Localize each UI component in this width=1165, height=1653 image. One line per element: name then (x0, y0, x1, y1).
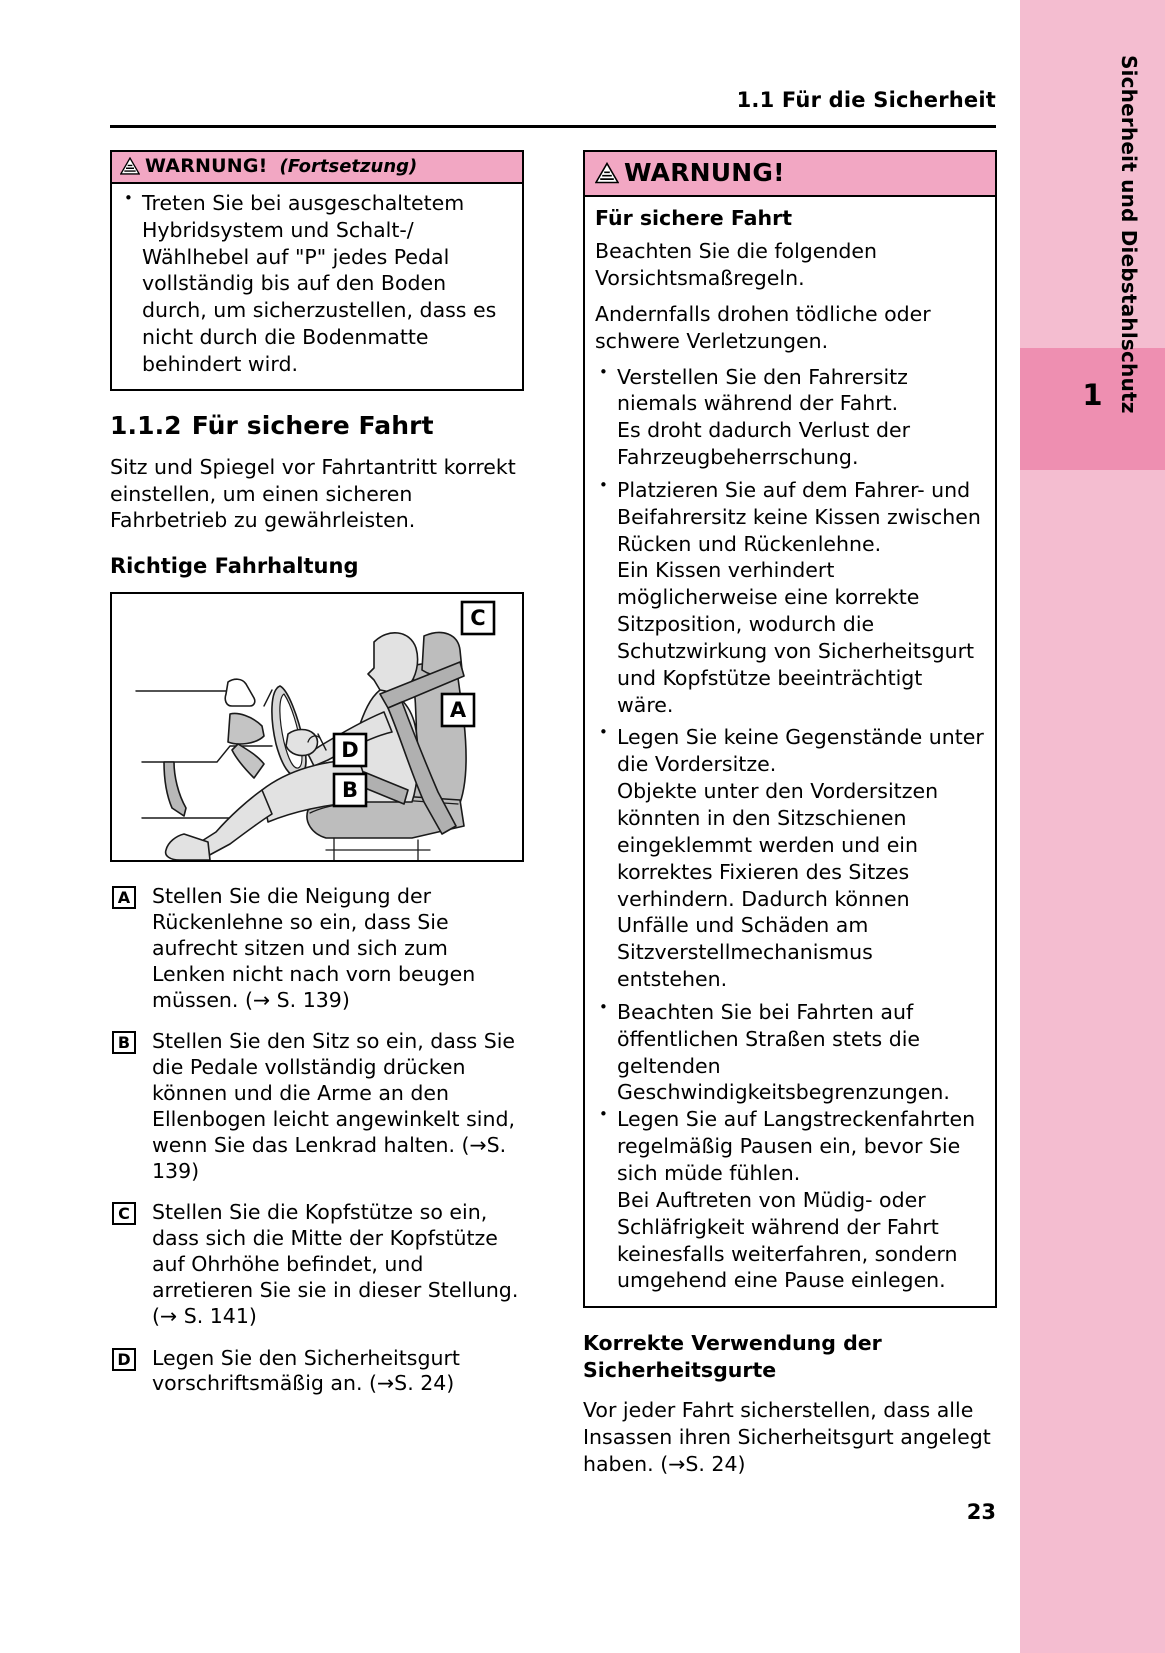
warning-triangle-icon (595, 162, 619, 184)
warning-item-note: Es droht dadurch Verlust der Fahrzeugbeherrschung. (617, 418, 911, 470)
warning-item-bullet: • Legen Sie auf Langstreckenfahrten regelmäßig Pausen ein, bevor Sie sich müde fühlen. (595, 1106, 985, 1187)
driving-posture-figure (110, 592, 524, 862)
warning-continued-label: (Fortsetzung) (279, 155, 418, 177)
warning-box-main-body (585, 197, 995, 1307)
warning-item-bullet: • Platzieren Sie auf dem Fahrer- und Beifahrersitz keine Kissen zwischen Rücken und Rückenlehne. (595, 477, 985, 558)
section-heading (110, 411, 524, 440)
warning-box-continued-body (112, 184, 522, 389)
belts-section-text: Vor jeder Fahrt sicherstellen, dass alle Insassen ihren Sicherheitsgurt angelegt haben. (→S. 24) (583, 1398, 991, 1477)
warning-item-note: Objekte unter den Vordersitzen könnten in den Sitzschienen eingeklemmt werden und ein korrektes Fixieren des Sitzes verhindern. Dadurch können Unfälle und Schäden am Sitzverstellmechanismus entstehen. (617, 779, 939, 992)
warning-item-bullet: • Legen Sie keine Gegenstände unter die Vordersitze. (595, 724, 985, 778)
callout-a (110, 884, 524, 1013)
svg-text:C: C (470, 606, 486, 631)
chapter-edge-strip (1020, 0, 1165, 1653)
callout-d (110, 1346, 524, 1398)
warning-item-note: Bei Auftreten von Müdig- oder Schläfrigkeit während der Fahrt keinesfalls weiterfahren, sondern umgehend eine Pause einlegen. (617, 1187, 958, 1293)
callout-c (110, 1200, 524, 1329)
callout-b (110, 1029, 524, 1184)
warning-box-continued-header (112, 152, 522, 184)
callout-text-a: Stellen Sie die Neigung der Rückenlehne so ein, dass Sie aufrecht sitzen und sich zum Lenken nicht nach vorn beugen müssen. (→ S. 139) (152, 884, 476, 1012)
page-number: 23 (966, 1500, 996, 1524)
header-rule (110, 125, 996, 128)
warning-subtitle: Für sichere Fahrt (595, 205, 792, 230)
warning-box-main-header (585, 152, 995, 197)
warning-bullet: • Treten Sie bei ausgeschaltetem Hybridsystem und Schalt-/ Wählhebel auf "P" jedes Pedal vollständig bis auf den Boden durch, um sicherzustellen, dass es nicht durch die Bodenmatte behindert wird. (120, 190, 512, 378)
svg-text:A: A (449, 698, 467, 723)
chapter-number: 1 (1082, 378, 1103, 412)
warning-title: WARNUNG! (145, 155, 268, 177)
svg-text:B: B (341, 778, 359, 803)
section-intro: Sitz und Spiegel vor Fahrtantritt korrekt einstellen, um einen sicheren Fahrbetrieb zu gewährleisten. (110, 454, 516, 533)
belts-section-heading: Korrekte Verwendung der Sicherheitsgurte (583, 1331, 882, 1382)
callout-text-b: Stellen Sie den Sitz so ein, dass Sie die Pedale vollständig drücken können und die Arme an den Ellenbogen leicht angewinkelt sind, wenn Sie das Lenkrad halten. (→S. 139) (152, 1029, 516, 1183)
warning-box-continued (110, 150, 524, 391)
callout-text-d: Legen Sie den Sicherheitsgurt vorschriftsmäßig an. (→S. 24) (152, 1345, 460, 1396)
svg-text:D: D (341, 738, 359, 763)
warning-item-bullet: • Verstellen Sie den Fahrersitz niemals während der Fahrt. (595, 364, 985, 418)
warning-title: WARNUNG! (624, 158, 785, 187)
callout-badge-d: D (112, 1348, 136, 1371)
warning-item-note: Ein Kissen verhindert möglicherweise eine korrekte Sitzposition, wodurch die Schutzwirkung von Sicherheitsgurt und Kopfstütze beeinträchtigt wäre. (617, 558, 975, 717)
callout-badge-b: B (112, 1031, 136, 1054)
subsection-heading: Richtige Fahrhaltung (110, 554, 359, 579)
warning-triangle-icon (120, 157, 140, 175)
warning-intro-1: Beachten Sie die folgenden Vorsichtsmaßregeln. (595, 239, 878, 290)
warning-intro-2: Andernfalls drohen tödliche oder schwere Verletzungen. (595, 301, 931, 353)
warning-item-bullet: • Beachten Sie bei Fahrten auf öffentlichen Straßen stets die geltenden Geschwindigkeitsbegrenzungen. (595, 999, 985, 1106)
warning-box-main (583, 150, 997, 1308)
left-column (110, 150, 524, 1413)
section-number: 1.1.2 (110, 410, 182, 440)
chapter-title-vertical: Sicherheit und Diebstahlschutz (1117, 55, 1141, 414)
right-column (583, 150, 997, 1487)
running-header: 1.1 Für die Sicherheit (736, 88, 996, 112)
callout-badge-a: A (112, 886, 136, 909)
callout-text-c: Stellen Sie die Kopfstütze so ein, dass sich die Mitte der Kopfstütze auf Ohrhöhe befindet, und arretieren Sie sie in dieser Stellung.(→ S. 141) (152, 1200, 519, 1328)
section-title: Für sichere Fahrt (191, 410, 434, 440)
callout-badge-c: C (112, 1202, 136, 1225)
